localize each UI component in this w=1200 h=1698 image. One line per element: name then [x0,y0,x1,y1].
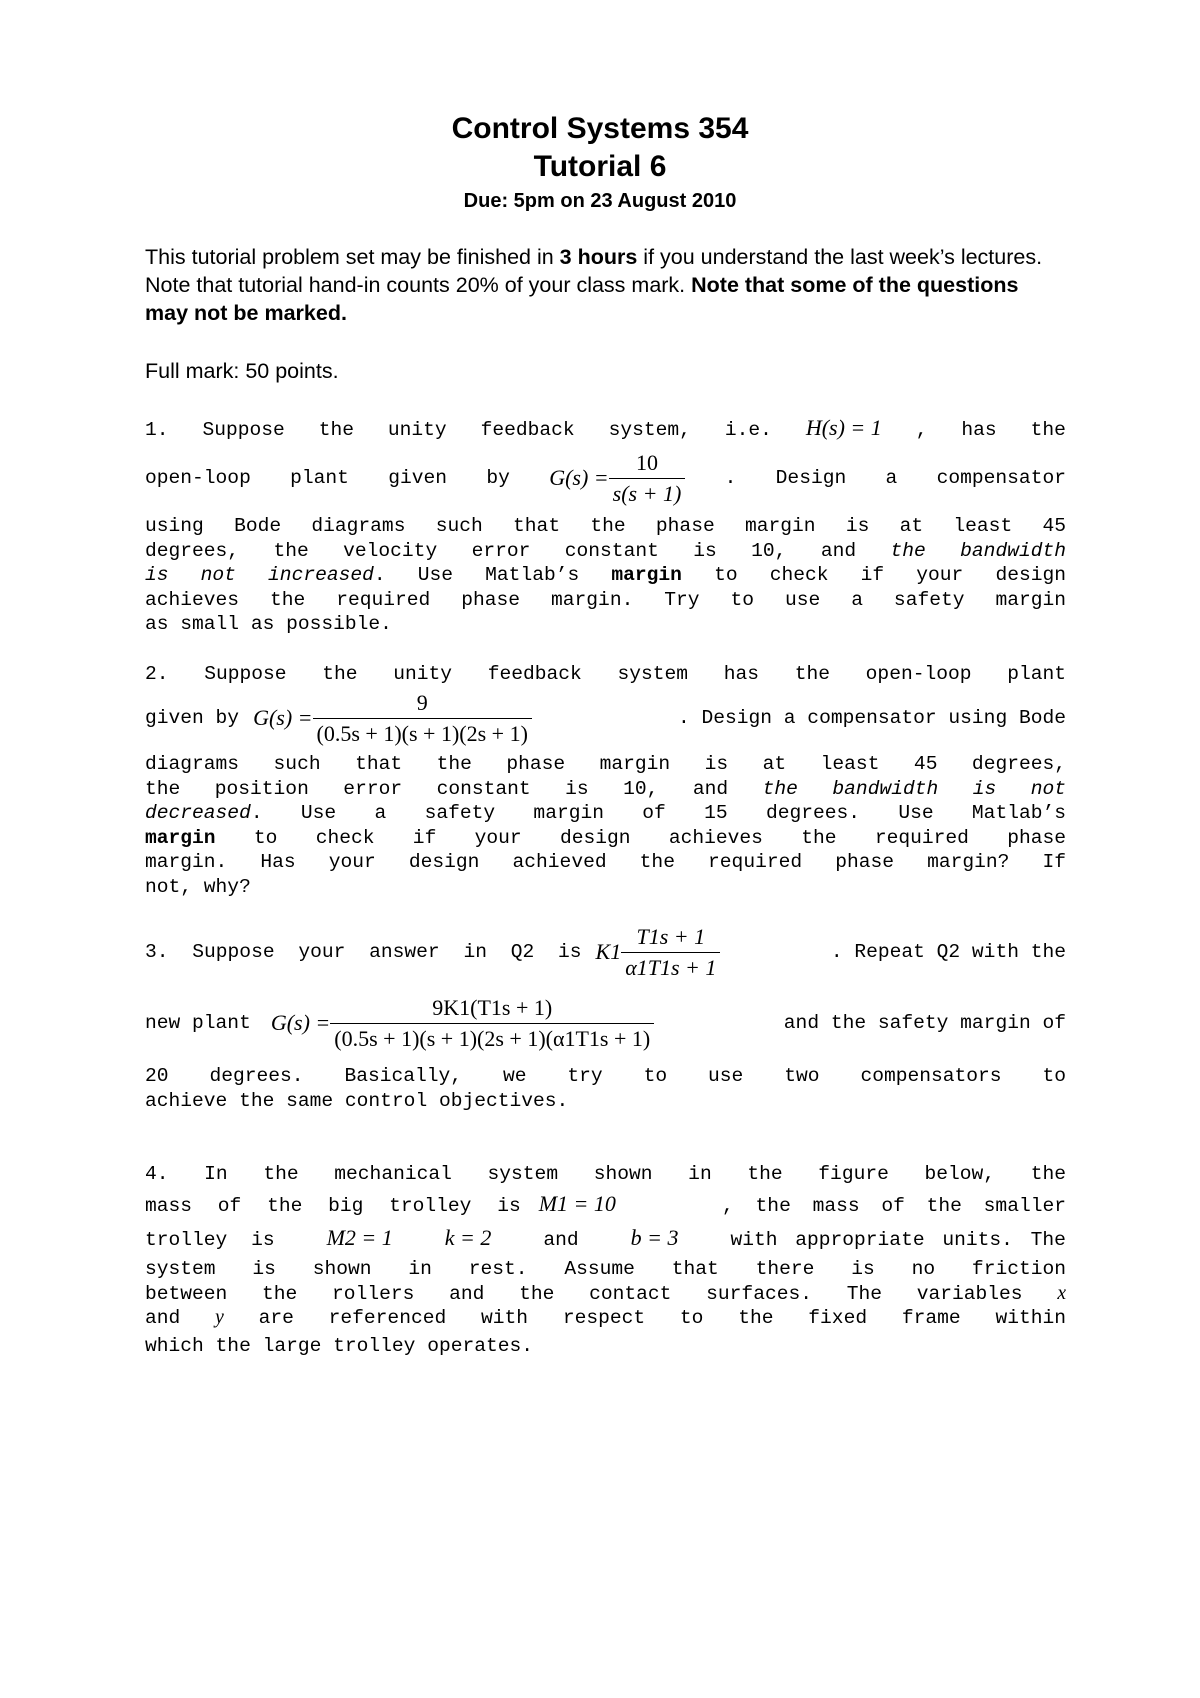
q1-g-lhs: G(s) = [549,465,609,491]
intro-text-1: This tutorial problem set may be finished in [145,245,560,269]
q1-text-line [145,539,1066,564]
q3-compensator-denominator: α1T1s + 1 [621,952,720,983]
q2-text-line: not, why? [145,875,251,898]
q1-word: plant [290,467,349,490]
q4-b-equation: b = 3 [630,1225,679,1250]
q2-plant-fraction [313,688,532,749]
q1-text: . Use Matlab’s [373,564,612,586]
q2-decreased: decreased [145,802,251,824]
q2-text: . Use a safety margin of 15 degrees. Use Matlab’s [250,802,1066,824]
q2-line-1 [145,662,1066,687]
intro-paragraph [145,243,1066,327]
q4-body [145,1257,1066,1331]
q1-word: by [486,467,510,490]
q1-word: has [961,419,997,441]
tutorial-title: Tutorial 6 [533,150,667,183]
q1-bandwidth: the bandwidth [890,539,1066,562]
q2-text-line [145,801,1066,826]
q2-given-by: given by [145,707,240,730]
q4-text-line: system is shown in rest. Assume that there is no friction [145,1258,1066,1280]
q2-text-line: diagrams such that the phase margin is at least 45 degrees, [145,753,1066,775]
q2-text: . Design a compensator using Bode [677,707,1066,730]
q4-text: and [145,1307,181,1329]
q1-plant-fraction [609,448,686,509]
q3-body [145,1064,1066,1113]
q3-g-lhs: G(s) = [270,1010,331,1036]
q4-text: between the rollers and the contact surfaces. The variables [145,1282,1023,1305]
q2-plant-numerator: 9 [416,690,428,715]
q4-var-x: x [1057,1282,1067,1304]
q1-word: Design [775,467,847,490]
q3-k1: K1 [595,939,622,965]
q4-text: , the mass of the smaller [722,1195,1066,1217]
q4-m2-equation: M2 = 1 [326,1225,393,1250]
q3-text: and the safety margin of [783,1012,1066,1035]
q1-word: compensator [936,467,1066,490]
course-title: Control Systems 354 [451,112,749,145]
q4-text-line: which the large trolley operates. [145,1335,534,1357]
intro-hours: 3 hours [559,245,638,269]
q1-text-line: as small as possible. [145,613,392,635]
q1-text-line [145,563,1066,588]
q4-text-line: 4. In the mechanical system shown in the figure below, the [145,1163,1066,1185]
q2-text-line: 2. Suppose the unity feedback system has the open-loop plant [145,663,1066,685]
q3-text-line: 20 degrees. Basically, we try to use two compensators to [145,1065,1066,1087]
q1-text-line: using Bode diagrams such that the phase margin is at least 45 [145,515,1066,537]
q1-word: Suppose [202,419,285,441]
q3-compensator-equation [596,922,721,983]
q1-word: unity [387,419,447,441]
q2-text: the position error constant is 10, and [145,777,763,800]
q4-line-3 [145,1226,1066,1253]
q3-plant-numerator: 9K1(T1s + 1) [432,995,553,1020]
q4-last-line [145,1334,1066,1359]
q1-word: feedback [480,419,575,441]
q2-margin-command: margin [145,826,216,849]
q2-bandwidth: the bandwidth is not [762,777,1066,800]
intro-note: Note that some of the questions may not be marked. [145,273,1019,325]
q4-text: mass of the big trolley is [145,1195,521,1217]
q1-word: , [915,419,928,441]
q4-k-equation: k = 2 [444,1225,492,1250]
q1-plant-numerator: 10 [635,450,658,475]
q4-line-1 [145,1162,1066,1187]
q1-plant-denominator: s(s + 1) [609,478,686,509]
q1-word: a [885,467,898,490]
q1-body [145,514,1066,637]
q1-word: the [318,419,354,441]
q4-text-line [145,1282,1066,1307]
q2-g-lhs: G(s) = [253,705,313,731]
q2-text-line [145,777,1066,802]
q3-compensator-numerator: T1s + 1 [636,924,706,949]
q3-text: . Repeat Q2 with the [830,941,1066,964]
q2-text-line: margin. Has your design achieved the required phase margin? If [145,851,1066,873]
q1-plant-equation [549,448,685,509]
q3-line-2 [145,993,1066,1054]
q1-word: i.e. [724,419,772,441]
q2-body [145,752,1066,899]
q4-line-2 [145,1192,1066,1219]
q2-text: to check if your design achieves the required phase [215,826,1066,849]
intro-text-2: if you understand the last week’s lectures. Note that tutorial hand-in counts 20% of your class mark. [145,245,1043,297]
q3-compensator-fraction [621,922,720,983]
due-date: Due: 5pm on 23 August 2010 [463,190,737,212]
q3-text: 3. Suppose your answer in Q2 is [145,941,582,964]
q1-not-increased: is not increased [145,564,374,586]
q1-text: to check if your design [681,564,1066,586]
q1-line-1 [145,416,1066,443]
q2-text-line [145,826,1066,851]
q4-m1-equation: M1 = 10 [538,1191,616,1216]
q3-plant-fraction [330,993,654,1054]
q1-word: the [1030,419,1066,441]
q2-plant-denominator: (0.5s + 1)(s + 1)(2s + 1) [313,718,532,749]
q2-line-2 [145,688,1066,749]
q1-h-equation: H(s) = 1 [805,415,882,440]
q3-text-line: achieve the same control objectives. [145,1089,569,1112]
q4-text: are referenced with respect to the fixed frame within [258,1307,1066,1329]
q1-margin-command: margin [611,564,682,586]
q3-line-1 [145,922,1066,983]
q1-word: open-loop [145,467,251,490]
q2-plant-equation [253,688,532,749]
q1-line-2 [145,448,1066,509]
q1-text-line: achieves the required phase margin. Try to use a safety margin [145,588,1066,611]
q1-number: 1. [145,419,169,441]
q4-text-line [145,1306,1066,1331]
q4-text: with appropriate units. The [730,1229,1066,1251]
q4-text: and [543,1229,579,1251]
q1-text: degrees, the velocity error constant is 10, and [145,539,891,562]
q3-plant-equation [271,993,654,1054]
q3-plant-denominator: (0.5s + 1)(s + 1)(2s + 1)(α1T1s + 1) [330,1023,654,1054]
q1-word: system, [608,419,691,441]
q4-var-y: y [215,1307,224,1328]
full-mark: Full mark: 50 points. [145,359,339,383]
q4-text: trolley is [145,1229,275,1251]
q1-word: given [388,467,448,490]
q1-word: . [724,467,737,490]
q3-text: new plant [145,1012,251,1035]
